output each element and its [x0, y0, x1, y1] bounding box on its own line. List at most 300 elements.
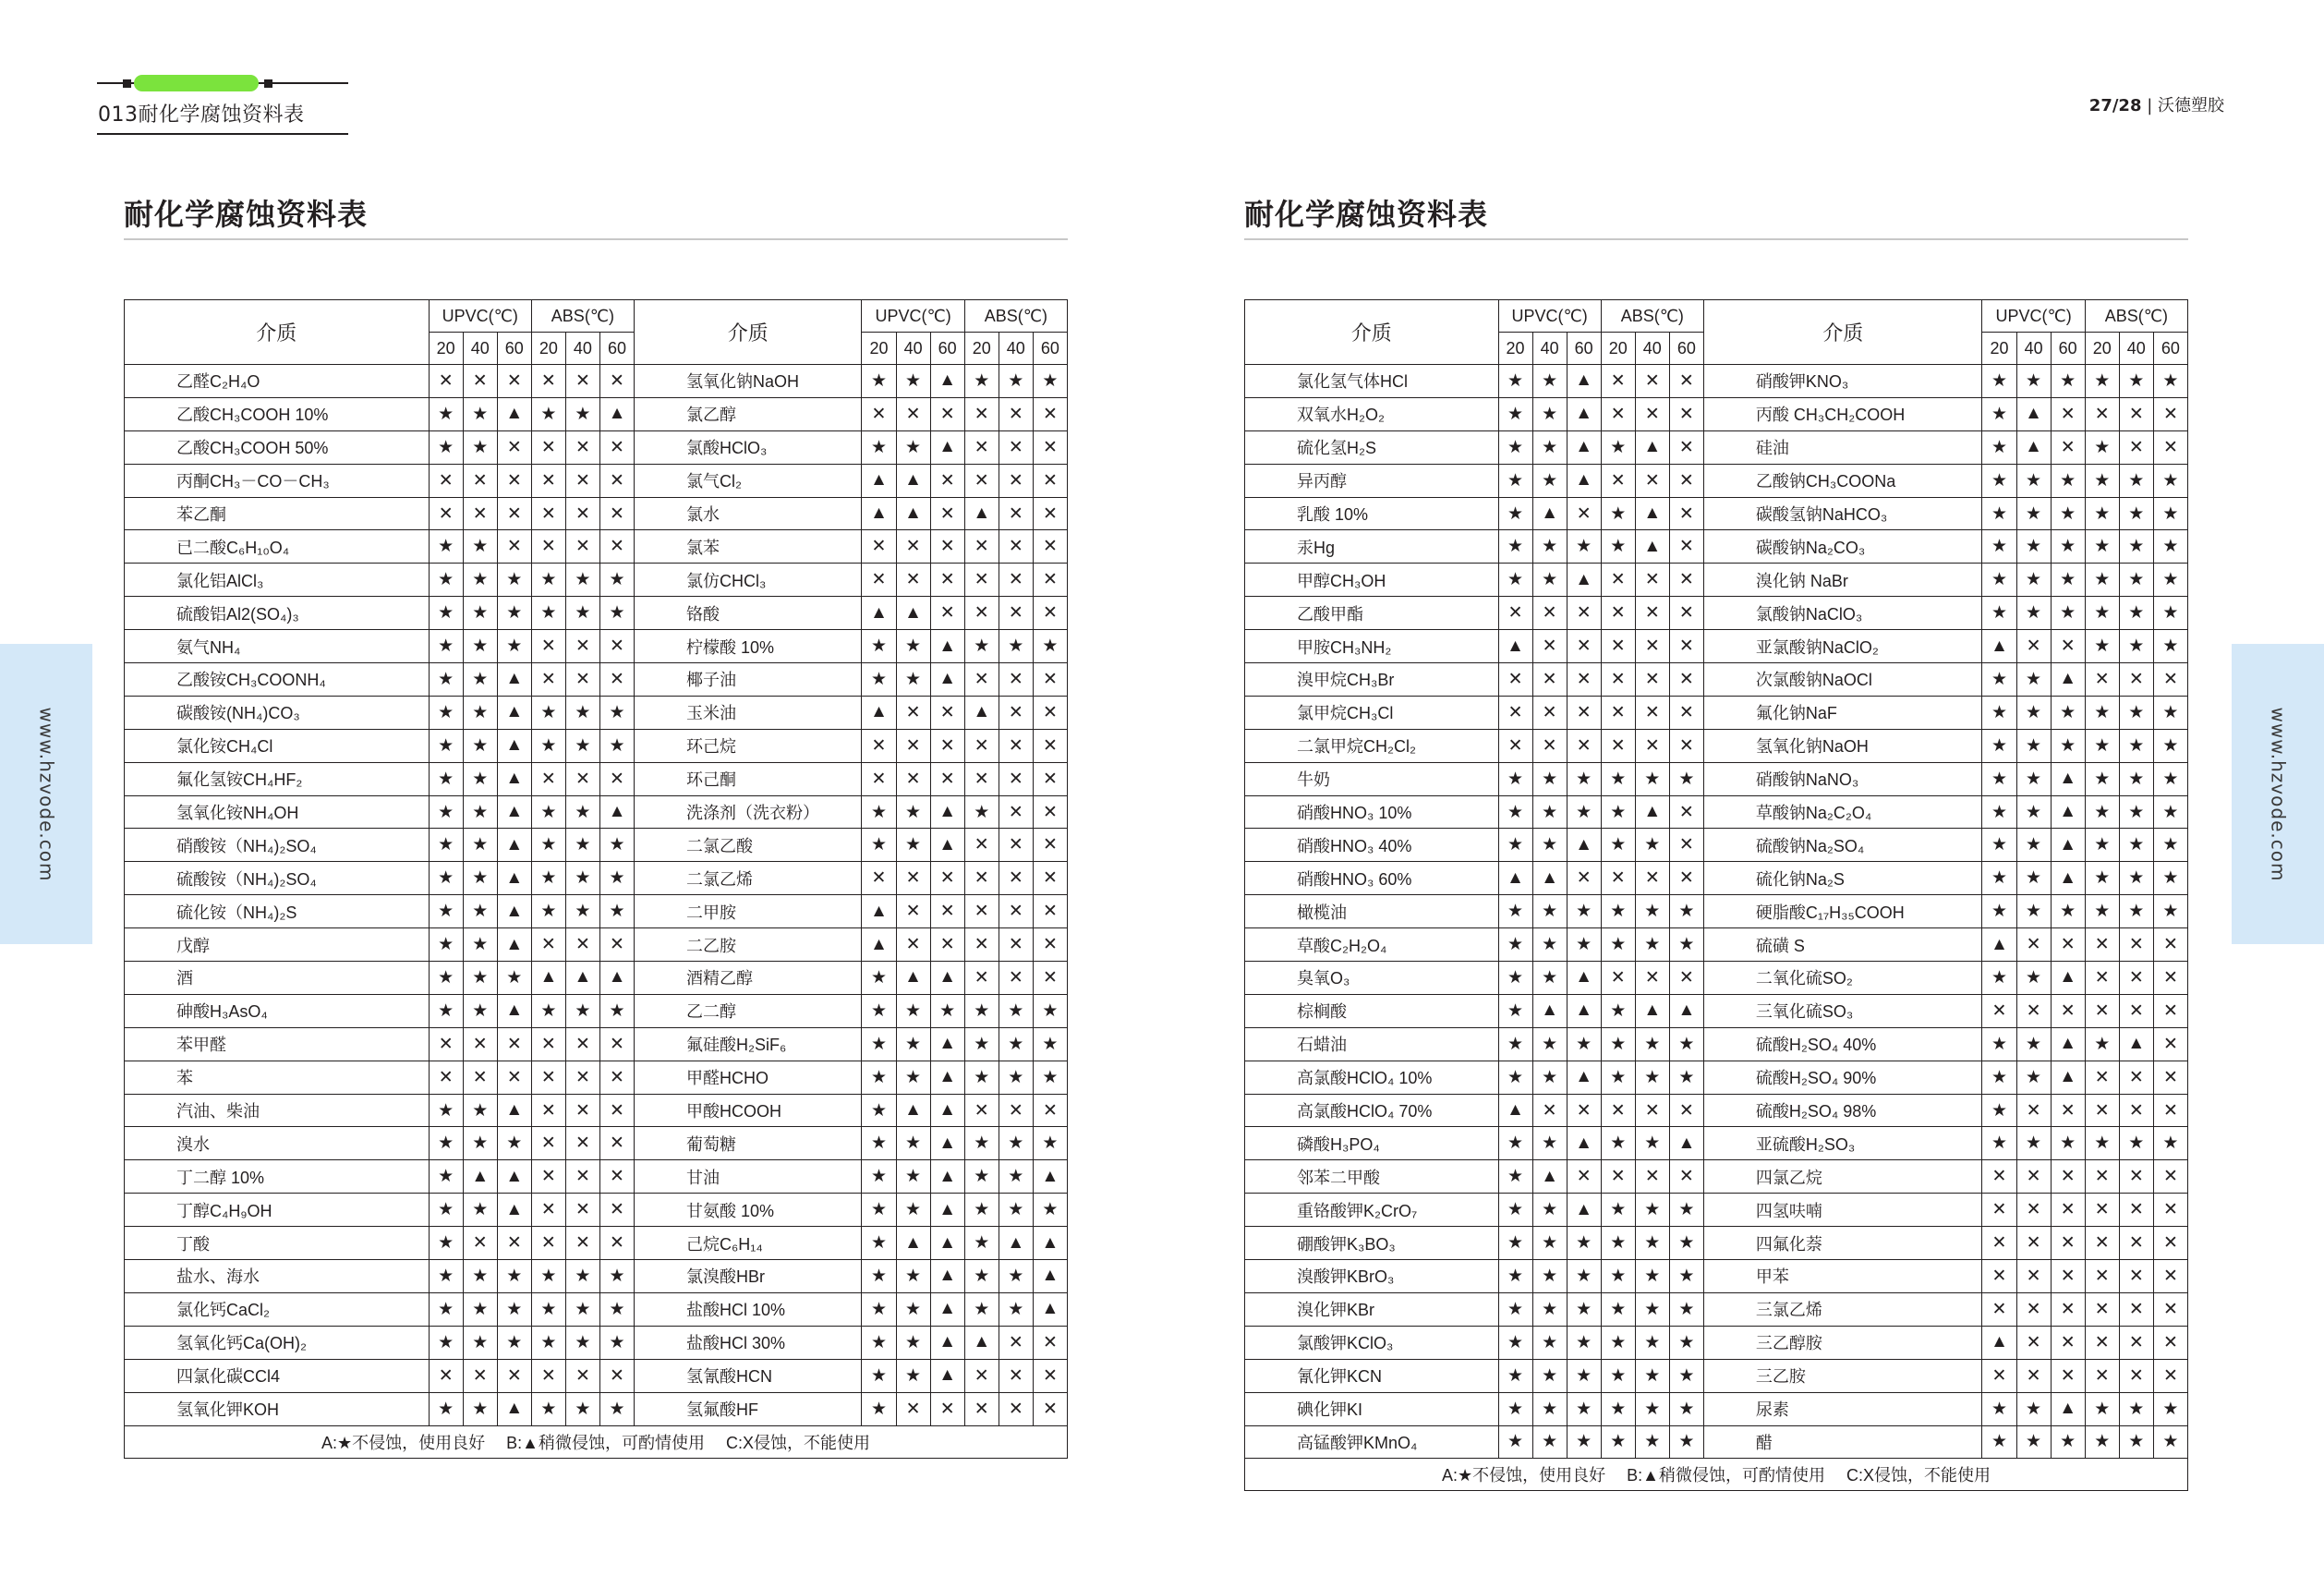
rating-cell: ▲: [862, 464, 896, 497]
rating-cell: ★: [1982, 530, 2016, 564]
rating-cell: ★: [862, 829, 896, 862]
rating-cell: ✕: [531, 1227, 565, 1260]
table-row: [1245, 1359, 2188, 1392]
rating-cell: ★: [497, 1292, 531, 1326]
rating-cell: ★: [862, 1227, 896, 1260]
medium-name: 氯乙醇: [635, 397, 862, 430]
rating-cell: ★: [1532, 530, 1567, 564]
medium-name: 草酸C₂H₂O₄: [1245, 928, 1499, 962]
rating-cell: ★: [565, 696, 599, 729]
rating-cell: ★: [1982, 862, 2016, 895]
table-row: [125, 1227, 1068, 1260]
rating-cell: ★: [2051, 365, 2085, 398]
rating-cell: ✕: [2119, 1227, 2153, 1260]
table-row: [125, 397, 1068, 430]
rating-cell: ★: [1498, 1425, 1532, 1459]
table-row: [125, 895, 1068, 928]
rating-cell: ▲: [930, 829, 964, 862]
rating-cell: ▲: [1567, 365, 1601, 398]
rating-cell: ★: [429, 397, 463, 430]
rating-cell: ▲: [565, 962, 599, 995]
rating-cell: ★: [999, 630, 1033, 663]
rating-cell: ▲: [497, 1094, 531, 1127]
rating-cell: ★: [896, 1326, 930, 1359]
rating-cell: ✕: [930, 729, 964, 762]
rating-cell: ✕: [930, 564, 964, 597]
rating-cell: ★: [565, 729, 599, 762]
rating-cell: ✕: [2119, 430, 2153, 464]
rating-cell: ▲: [2051, 1027, 2085, 1061]
rating-cell: ✕: [599, 530, 634, 564]
medium-name: 二氯乙酸: [635, 829, 862, 862]
temp-header: 40: [1532, 333, 1567, 365]
rating-cell: ★: [2085, 895, 2119, 928]
rating-cell: ✕: [1635, 597, 1669, 630]
rating-cell: ✕: [1033, 762, 1067, 795]
rating-cell: ★: [1982, 1392, 2016, 1425]
rating-cell: ✕: [1669, 1160, 1703, 1194]
rating-cell: ★: [2016, 829, 2051, 862]
rating-cell: ★: [1669, 1227, 1703, 1260]
table-row: [1245, 862, 2188, 895]
rating-cell: ✕: [1033, 862, 1067, 895]
medium-name: 甲醛HCHO: [635, 1061, 862, 1094]
medium-name: 铬酸: [635, 597, 862, 630]
rating-cell: ★: [599, 1292, 634, 1326]
rating-cell: ★: [531, 1326, 565, 1359]
medium-name: 重铬酸钾K₂CrO₇: [1245, 1194, 1499, 1227]
rating-cell: ✕: [565, 762, 599, 795]
rating-cell: ✕: [999, 762, 1033, 795]
rating-cell: ★: [463, 564, 497, 597]
rating-cell: ✕: [565, 1061, 599, 1094]
rating-cell: ★: [463, 928, 497, 962]
rating-cell: ★: [1669, 1027, 1703, 1061]
rating-cell: ✕: [964, 928, 999, 962]
rating-cell: ★: [1567, 1326, 1601, 1359]
header-medium: 介质: [1245, 300, 1499, 365]
rating-cell: ✕: [1033, 464, 1067, 497]
rating-cell: ★: [2119, 762, 2153, 795]
rating-cell: ✕: [2016, 1160, 2051, 1194]
table-row: [125, 1160, 1068, 1194]
rating-cell: ✕: [531, 928, 565, 962]
table-row: [1245, 464, 2188, 497]
rating-cell: ✕: [1982, 1260, 2016, 1293]
rating-cell: ✕: [429, 1027, 463, 1061]
rating-cell: ★: [2119, 564, 2153, 597]
rating-cell: ✕: [2051, 630, 2085, 663]
rating-cell: ✕: [1601, 1160, 1635, 1194]
rating-cell: ★: [964, 1061, 999, 1094]
rating-cell: ★: [2119, 862, 2153, 895]
rating-cell: ★: [2016, 1061, 2051, 1094]
rating-cell: ✕: [1033, 1094, 1067, 1127]
rating-cell: ★: [531, 729, 565, 762]
rating-cell: ✕: [1669, 962, 1703, 995]
rating-cell: ★: [1601, 430, 1635, 464]
rating-cell: ★: [896, 795, 930, 829]
rating-cell: ★: [2153, 762, 2187, 795]
rating-cell: ✕: [964, 829, 999, 862]
rating-cell: ✕: [1669, 464, 1703, 497]
rating-cell: ★: [999, 1160, 1033, 1194]
rating-cell: ✕: [2085, 994, 2119, 1027]
rating-cell: ✕: [599, 1061, 634, 1094]
rating-cell: ★: [2153, 597, 2187, 630]
table-row: [125, 430, 1068, 464]
rating-cell: ✕: [964, 464, 999, 497]
medium-name: 二氯乙烯: [635, 862, 862, 895]
rating-cell: ★: [862, 1260, 896, 1293]
rating-cell: ★: [862, 1194, 896, 1227]
rating-cell: ✕: [1033, 564, 1067, 597]
rating-cell: ★: [1498, 430, 1532, 464]
rating-cell: ✕: [1982, 1359, 2016, 1392]
medium-name: 氢氧化钠NaOH: [635, 365, 862, 398]
rating-cell: ★: [1498, 1127, 1532, 1160]
rating-cell: ★: [2085, 762, 2119, 795]
temp-header: 20: [1601, 333, 1635, 365]
rating-cell: ✕: [1532, 663, 1567, 697]
rating-cell: ★: [599, 696, 634, 729]
rating-cell: ★: [1532, 829, 1567, 862]
rating-cell: ★: [2085, 1027, 2119, 1061]
rating-cell: ★: [463, 1326, 497, 1359]
rating-cell: ★: [999, 1027, 1033, 1061]
rating-cell: ✕: [2085, 962, 2119, 995]
rating-cell: ★: [565, 597, 599, 630]
rating-cell: ★: [429, 663, 463, 697]
medium-name: 二氯甲烷CH₂Cl₂: [1245, 729, 1499, 762]
rating-cell: ★: [1601, 1359, 1635, 1392]
rating-cell: ✕: [2153, 663, 2187, 697]
rating-cell: ✕: [930, 464, 964, 497]
rating-cell: ✕: [531, 1160, 565, 1194]
rating-cell: ✕: [531, 1027, 565, 1061]
rating-cell: ✕: [1567, 630, 1601, 663]
rating-cell: ✕: [1498, 696, 1532, 729]
medium-name: 汽油、柴油: [125, 1094, 430, 1127]
rating-cell: ✕: [999, 1326, 1033, 1359]
rating-cell: ▲: [1567, 1061, 1601, 1094]
medium-name: 甲苯: [1703, 1260, 1982, 1293]
rating-cell: ✕: [999, 1359, 1033, 1392]
rating-cell: ★: [463, 597, 497, 630]
rating-cell: ✕: [2085, 1160, 2119, 1194]
table-row: [125, 829, 1068, 862]
rating-cell: ✕: [1033, 696, 1067, 729]
rating-cell: ★: [429, 630, 463, 663]
medium-name: 尿素: [1703, 1392, 1982, 1425]
rating-cell: ★: [497, 1260, 531, 1293]
header-abs: ABS(℃): [531, 300, 634, 333]
rating-cell: ★: [896, 1127, 930, 1160]
table-row: [1245, 1392, 2188, 1425]
rating-cell: ★: [429, 1227, 463, 1260]
medium-name: 氢氧化铵NH₄OH: [125, 795, 430, 829]
medium-name: 乙酸钠CH₃COONa: [1703, 464, 1982, 497]
rating-cell: ✕: [1635, 1094, 1669, 1127]
rating-cell: ▲: [896, 1227, 930, 1260]
rating-cell: ★: [862, 365, 896, 398]
rating-cell: ★: [429, 1326, 463, 1359]
medium-name: 戊醇: [125, 928, 430, 962]
rating-cell: ★: [2051, 895, 2085, 928]
rating-cell: ★: [1498, 464, 1532, 497]
medium-name: 己烷C₆H₁₄: [635, 1227, 862, 1260]
rating-cell: ✕: [999, 729, 1033, 762]
rating-cell: ★: [1498, 928, 1532, 962]
rating-cell: ★: [2085, 597, 2119, 630]
rating-cell: ✕: [1033, 829, 1067, 862]
rating-cell: ★: [531, 795, 565, 829]
table-row: [125, 497, 1068, 530]
rating-cell: ✕: [429, 1061, 463, 1094]
temp-header: 60: [2153, 333, 2187, 365]
rating-cell: ✕: [429, 365, 463, 398]
rating-cell: ✕: [2016, 1359, 2051, 1392]
rating-cell: ★: [497, 597, 531, 630]
medium-name: 柠檬酸 10%: [635, 630, 862, 663]
rating-cell: ✕: [2119, 1160, 2153, 1194]
rating-cell: ✕: [999, 1392, 1033, 1425]
rating-cell: ✕: [862, 729, 896, 762]
rating-cell: ✕: [1532, 1094, 1567, 1127]
medium-name: 砷酸H₃AsO₄: [125, 994, 430, 1027]
rating-cell: ★: [2051, 597, 2085, 630]
rating-cell: ✕: [1033, 430, 1067, 464]
rating-cell: ✕: [964, 397, 999, 430]
rating-cell: ✕: [999, 464, 1033, 497]
rating-cell: ✕: [999, 430, 1033, 464]
rating-cell: ★: [429, 994, 463, 1027]
rating-cell: ★: [463, 1292, 497, 1326]
table-row: [125, 1061, 1068, 1094]
rating-cell: ★: [1982, 464, 2016, 497]
header-medium: 介质: [1703, 300, 1982, 365]
rating-cell: ★: [2153, 530, 2187, 564]
rating-cell: ✕: [1498, 597, 1532, 630]
medium-name: 酒精乙醇: [635, 962, 862, 995]
rating-cell: ✕: [2016, 928, 2051, 962]
rating-cell: ★: [1669, 762, 1703, 795]
table-row: [125, 729, 1068, 762]
rating-cell: ✕: [2119, 397, 2153, 430]
temp-header: 60: [930, 333, 964, 365]
rating-cell: ★: [1669, 1194, 1703, 1227]
rating-cell: ✕: [1601, 464, 1635, 497]
table-row: [1245, 829, 2188, 862]
rating-cell: ★: [1567, 1425, 1601, 1459]
rating-cell: ★: [1498, 1260, 1532, 1293]
rating-cell: ✕: [531, 663, 565, 697]
rating-cell: ★: [531, 397, 565, 430]
rating-cell: ★: [964, 795, 999, 829]
medium-name: 硫酸铵（NH₄)₂SO₄: [125, 862, 430, 895]
rating-cell: ✕: [896, 862, 930, 895]
temp-header: 20: [964, 333, 999, 365]
rating-cell: ★: [2153, 1392, 2187, 1425]
rating-cell: ★: [1498, 895, 1532, 928]
rating-cell: ✕: [930, 597, 964, 630]
rating-cell: ★: [1982, 1425, 2016, 1459]
rating-cell: ★: [1601, 1227, 1635, 1260]
rating-cell: ▲: [497, 696, 531, 729]
rating-cell: ✕: [930, 895, 964, 928]
rating-cell: ✕: [565, 365, 599, 398]
rating-cell: ★: [1982, 1127, 2016, 1160]
medium-name: 丙酸 CH₃CH₂COOH: [1703, 397, 1982, 430]
rating-cell: ▲: [2051, 795, 2085, 829]
temp-header: 20: [862, 333, 896, 365]
rating-cell: ★: [2016, 895, 2051, 928]
table-row: [1245, 1292, 2188, 1326]
rating-cell: ★: [1982, 397, 2016, 430]
rating-cell: ★: [599, 1392, 634, 1425]
rating-cell: ★: [1635, 1061, 1669, 1094]
rating-cell: ★: [429, 895, 463, 928]
rating-cell: ★: [1567, 530, 1601, 564]
rating-cell: ★: [862, 1392, 896, 1425]
rating-cell: ★: [463, 1260, 497, 1293]
side-tab-right: [2232, 644, 2324, 944]
medium-name: 氯酸钾KClO₃: [1245, 1326, 1499, 1359]
rating-cell: ▲: [930, 1127, 964, 1160]
medium-name: 丙酮CH₃－CO－CH₃: [125, 464, 430, 497]
rating-cell: ★: [1532, 1292, 1567, 1326]
medium-name: 乙醛C₂H₄O: [125, 365, 430, 398]
rating-cell: ✕: [999, 895, 1033, 928]
rating-cell: ★: [2051, 1425, 2085, 1459]
header-medium: 介质: [635, 300, 862, 365]
medium-name: 氯化氢气体HCl: [1245, 365, 1499, 398]
rating-cell: ▲: [2119, 1027, 2153, 1061]
rating-cell: ★: [429, 1392, 463, 1425]
medium-name: 棕榈酸: [1245, 994, 1499, 1027]
rating-cell: ✕: [463, 365, 497, 398]
table-row: [125, 1127, 1068, 1160]
rating-cell: ★: [1982, 1094, 2016, 1127]
medium-name: 丁二醇 10%: [125, 1160, 430, 1194]
rating-cell: ★: [896, 1061, 930, 1094]
rating-cell: ✕: [2153, 1326, 2187, 1359]
rating-cell: ✕: [1601, 597, 1635, 630]
rating-cell: ✕: [964, 895, 999, 928]
rating-cell: ★: [429, 862, 463, 895]
rating-cell: ✕: [2119, 1260, 2153, 1293]
rating-cell: ★: [862, 1127, 896, 1160]
table-row: [125, 762, 1068, 795]
medium-name: 三乙胺: [1703, 1359, 1982, 1392]
rating-cell: ▲: [1532, 497, 1567, 530]
rating-cell: ★: [930, 994, 964, 1027]
rating-cell: ★: [1601, 762, 1635, 795]
temp-header: 20: [531, 333, 565, 365]
rating-cell: ★: [964, 1127, 999, 1160]
rating-cell: ★: [2085, 464, 2119, 497]
rating-cell: ★: [1601, 1061, 1635, 1094]
rating-cell: ★: [429, 1094, 463, 1127]
rating-cell: ✕: [2153, 994, 2187, 1027]
rating-cell: ✕: [930, 497, 964, 530]
rating-cell: ★: [599, 829, 634, 862]
rating-cell: ★: [1567, 1292, 1601, 1326]
rating-cell: ✕: [964, 530, 999, 564]
rating-cell: ★: [862, 430, 896, 464]
medium-name: 硝酸铵（NH₄)₂SO₄: [125, 829, 430, 862]
rating-cell: ★: [531, 597, 565, 630]
rating-cell: ★: [964, 994, 999, 1027]
rating-cell: ★: [599, 895, 634, 928]
table-row: [1245, 497, 2188, 530]
rating-cell: ✕: [1567, 729, 1601, 762]
rating-cell: ✕: [896, 397, 930, 430]
rating-cell: ★: [1498, 994, 1532, 1027]
rating-cell: ✕: [1669, 365, 1703, 398]
rating-cell: ★: [531, 1392, 565, 1425]
medium-name: 碳酸钠Na₂CO₃: [1703, 530, 1982, 564]
rating-cell: ★: [565, 795, 599, 829]
table-row: [1245, 895, 2188, 928]
rating-cell: ✕: [1033, 497, 1067, 530]
rating-cell: ★: [1567, 1227, 1601, 1260]
rating-cell: ★: [862, 962, 896, 995]
medium-name: 邻苯二甲酸: [1245, 1160, 1499, 1194]
table-row: [125, 1292, 1068, 1326]
rating-cell: ✕: [599, 464, 634, 497]
rating-cell: ✕: [2119, 1061, 2153, 1094]
rating-cell: ★: [531, 862, 565, 895]
rating-cell: ✕: [1033, 895, 1067, 928]
rating-cell: ★: [2153, 1127, 2187, 1160]
rating-cell: ★: [1982, 729, 2016, 762]
rating-cell: ★: [999, 994, 1033, 1027]
rating-cell: ★: [599, 564, 634, 597]
medium-name: 氰化钾KCN: [1245, 1359, 1499, 1392]
rating-cell: ✕: [565, 1160, 599, 1194]
rating-cell: ★: [1498, 1392, 1532, 1425]
rating-cell: ✕: [497, 1061, 531, 1094]
rating-cell: ▲: [1982, 1326, 2016, 1359]
rating-cell: ✕: [497, 1227, 531, 1260]
rating-cell: ▲: [1033, 1227, 1067, 1260]
rating-cell: ✕: [565, 1127, 599, 1160]
rating-cell: ✕: [930, 530, 964, 564]
rating-cell: ✕: [565, 1027, 599, 1061]
header-upvc: UPVC(℃): [1498, 300, 1601, 333]
medium-name: 四氟化萘: [1703, 1227, 1982, 1260]
rating-cell: ✕: [1567, 862, 1601, 895]
rating-cell: ★: [964, 1260, 999, 1293]
table-row: [1245, 597, 2188, 630]
rating-cell: ✕: [2153, 397, 2187, 430]
rating-cell: ✕: [862, 397, 896, 430]
rating-cell: ★: [429, 829, 463, 862]
rating-cell: ★: [1601, 1194, 1635, 1227]
rating-cell: ★: [2119, 895, 2153, 928]
rating-cell: ✕: [862, 762, 896, 795]
rating-cell: ✕: [1033, 1392, 1067, 1425]
rating-cell: ★: [1567, 1359, 1601, 1392]
rating-cell: ✕: [1567, 597, 1601, 630]
rating-cell: ✕: [2153, 1227, 2187, 1260]
rating-cell: ★: [2085, 696, 2119, 729]
rating-cell: ▲: [930, 430, 964, 464]
rating-cell: ✕: [497, 464, 531, 497]
rating-cell: ✕: [463, 1227, 497, 1260]
rating-cell: ★: [2153, 696, 2187, 729]
